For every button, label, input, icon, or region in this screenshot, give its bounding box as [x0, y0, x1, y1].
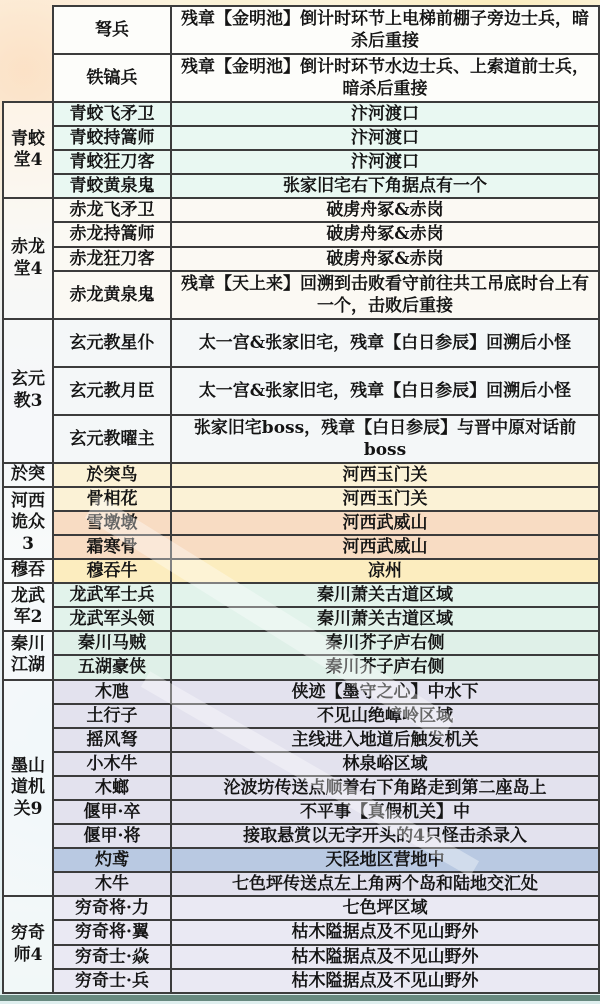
- location-cell: 汴河渡口: [171, 102, 599, 126]
- group-cell: 龙武军2: [3, 583, 53, 631]
- table-row: [3, 487, 599, 511]
- bottom-decor-strip: [0, 995, 600, 1001]
- location-cell: 秦川萧关古道区域: [171, 583, 599, 607]
- location-cell: 太一宫&张家旧宅，残章【白日参辰】回溯后小怪: [171, 367, 599, 415]
- monster-name-cell: 木螂: [53, 776, 171, 800]
- monster-name-cell: 赤龙黄泉鬼: [53, 271, 171, 319]
- location-cell: 天陉地区营地中: [171, 848, 599, 872]
- monster-name-cell: 穷奇士·焱: [53, 945, 171, 969]
- monster-name-cell: 穷奇将·力: [53, 896, 171, 920]
- table-row: [3, 872, 599, 896]
- group-cell: 玄元教3: [3, 319, 53, 463]
- table-row: [3, 752, 599, 776]
- location-cell: 残章【金明池】倒计时环节上电梯前棚子旁边士兵，暗杀后重接: [171, 6, 599, 54]
- monster-name-cell: 五湖豪侠: [53, 655, 171, 679]
- location-cell: 不见山绝嶂岭区域: [171, 704, 599, 728]
- table-row: [3, 728, 599, 752]
- group-cell-blank: [3, 6, 53, 102]
- table-row: [3, 415, 599, 463]
- table-row: [3, 824, 599, 848]
- table-row: [3, 198, 599, 222]
- table-row: [3, 54, 599, 102]
- location-cell: 主线进入地道后触发机关: [171, 728, 599, 752]
- location-cell: 侠迹【墨守之心】中水下: [171, 680, 599, 704]
- location-cell: 枯木隘据点及不见山野外: [171, 945, 599, 969]
- group-cell: 穷奇师4: [3, 896, 53, 992]
- table-row: [3, 126, 599, 150]
- location-cell: 接取悬赏以无字开头的4只怪击杀录入: [171, 824, 599, 848]
- location-cell: 太一宫&张家旧宅，残章【白日参辰】回溯后小怪: [171, 319, 599, 367]
- monster-name-cell: 灼鸢: [53, 848, 171, 872]
- location-cell: 凉州: [171, 559, 599, 583]
- monster-name-cell: 雪墩墩: [53, 511, 171, 535]
- location-cell: 破虏舟冢&赤岗: [171, 247, 599, 271]
- location-cell: 七色坪传送点左上角两个岛和陆地交汇处: [171, 872, 599, 896]
- monster-name-cell: 偃甲·卒: [53, 800, 171, 824]
- monster-name-cell: 木牛: [53, 872, 171, 896]
- table-row: [3, 800, 599, 824]
- table-row: [3, 896, 599, 920]
- table-row: [3, 511, 599, 535]
- table-row: [3, 920, 599, 944]
- monster-name-cell: 小木牛: [53, 752, 171, 776]
- monster-name-cell: 霜寒骨: [53, 535, 171, 559]
- monster-name-cell: 弩兵: [53, 6, 171, 54]
- location-cell: 汴河渡口: [171, 150, 599, 174]
- table-row: [3, 559, 599, 583]
- table-row: [3, 222, 599, 246]
- table-row: [3, 848, 599, 872]
- monster-name-cell: 赤龙飞矛卫: [53, 198, 171, 222]
- monster-name-cell: 龙武军士兵: [53, 583, 171, 607]
- table-row: [3, 271, 599, 319]
- table-row: [3, 6, 599, 54]
- table-row: [3, 969, 599, 993]
- monster-name-cell: 青蛟持篙师: [53, 126, 171, 150]
- monster-name-cell: 骨相花: [53, 487, 171, 511]
- monster-name-cell: 偃甲·将: [53, 824, 171, 848]
- location-cell: 河西玉门关: [171, 487, 599, 511]
- monster-name-cell: 铁镐兵: [53, 54, 171, 102]
- table-row: [3, 704, 599, 728]
- location-cell: 张家旧宅boss，残章【白日参辰】与晋中原对话前boss: [171, 415, 599, 463]
- monster-name-cell: 秦川马贼: [53, 631, 171, 655]
- group-cell: 青蛟堂4: [3, 102, 53, 198]
- monster-location-table: [2, 5, 600, 994]
- location-cell: 枯木隘据点及不见山野外: [171, 920, 599, 944]
- table-row: [3, 102, 599, 126]
- table-row: [3, 174, 599, 198]
- monster-name-cell: 玄元教星仆: [53, 319, 171, 367]
- table-row: [3, 680, 599, 704]
- monster-name-cell: 青蛟飞矛卫: [53, 102, 171, 126]
- group-cell: 穆吞: [3, 559, 53, 583]
- location-cell: 河西玉门关: [171, 463, 599, 487]
- location-cell: 残章【天上来】回溯到击败看守前往共工吊底时台上有一个，击败后重接: [171, 271, 599, 319]
- monster-name-cell: 摇风弩: [53, 728, 171, 752]
- table-row: [3, 319, 599, 367]
- group-cell: 於突: [3, 463, 53, 487]
- location-cell: 破虏舟冢&赤岗: [171, 198, 599, 222]
- monster-name-cell: 穷奇士·兵: [53, 969, 171, 993]
- location-cell: 残章【金明池】倒计时环节水边士兵、上索道前士兵，暗杀后重接: [171, 54, 599, 102]
- location-cell: 不平事【真假机关】中: [171, 800, 599, 824]
- table-row: [3, 583, 599, 607]
- table-row: [3, 655, 599, 679]
- location-cell: 秦川萧关古道区域: [171, 607, 599, 631]
- monster-name-cell: 龙武军头领: [53, 607, 171, 631]
- monster-name-cell: 穷奇将·翼: [53, 920, 171, 944]
- location-cell: 枯木隘据点及不见山野外: [171, 969, 599, 993]
- table-row: [3, 150, 599, 174]
- location-cell: 秦川芥子庐右侧: [171, 655, 599, 679]
- table-row: [3, 607, 599, 631]
- group-cell: 河西诡众3: [3, 487, 53, 559]
- monster-name-cell: 青蛟黄泉鬼: [53, 174, 171, 198]
- monster-name-cell: 玄元教月臣: [53, 367, 171, 415]
- monster-name-cell: 赤龙持篙师: [53, 222, 171, 246]
- table-row: [3, 367, 599, 415]
- table-row: [3, 776, 599, 800]
- monster-name-cell: 玄元教曜主: [53, 415, 171, 463]
- location-cell: 河西武威山: [171, 535, 599, 559]
- table-row: [3, 463, 599, 487]
- group-cell: 赤龙堂4: [3, 198, 53, 318]
- monster-name-cell: 土行子: [53, 704, 171, 728]
- table-row: [3, 945, 599, 969]
- group-cell: 墨山道机关9: [3, 680, 53, 897]
- table-row: [3, 247, 599, 271]
- location-cell: 秦川芥子庐右侧: [171, 631, 599, 655]
- monster-name-cell: 赤龙狂刀客: [53, 247, 171, 271]
- table-row: [3, 535, 599, 559]
- location-cell: 林泉峪区域: [171, 752, 599, 776]
- location-cell: 汴河渡口: [171, 126, 599, 150]
- table-row: [3, 631, 599, 655]
- location-cell: 沦波坊传送点顺着右下角路走到第二座岛上: [171, 776, 599, 800]
- monster-name-cell: 青蛟狂刀客: [53, 150, 171, 174]
- location-cell: 七色坪区域: [171, 896, 599, 920]
- location-cell: 河西武威山: [171, 511, 599, 535]
- monster-name-cell: 木虺: [53, 680, 171, 704]
- location-cell: 破虏舟冢&赤岗: [171, 222, 599, 246]
- monster-name-cell: 穆吞牛: [53, 559, 171, 583]
- location-cell: 张家旧宅右下角据点有一个: [171, 174, 599, 198]
- group-cell: 秦川江湖: [3, 631, 53, 679]
- monster-name-cell: 於突鸟: [53, 463, 171, 487]
